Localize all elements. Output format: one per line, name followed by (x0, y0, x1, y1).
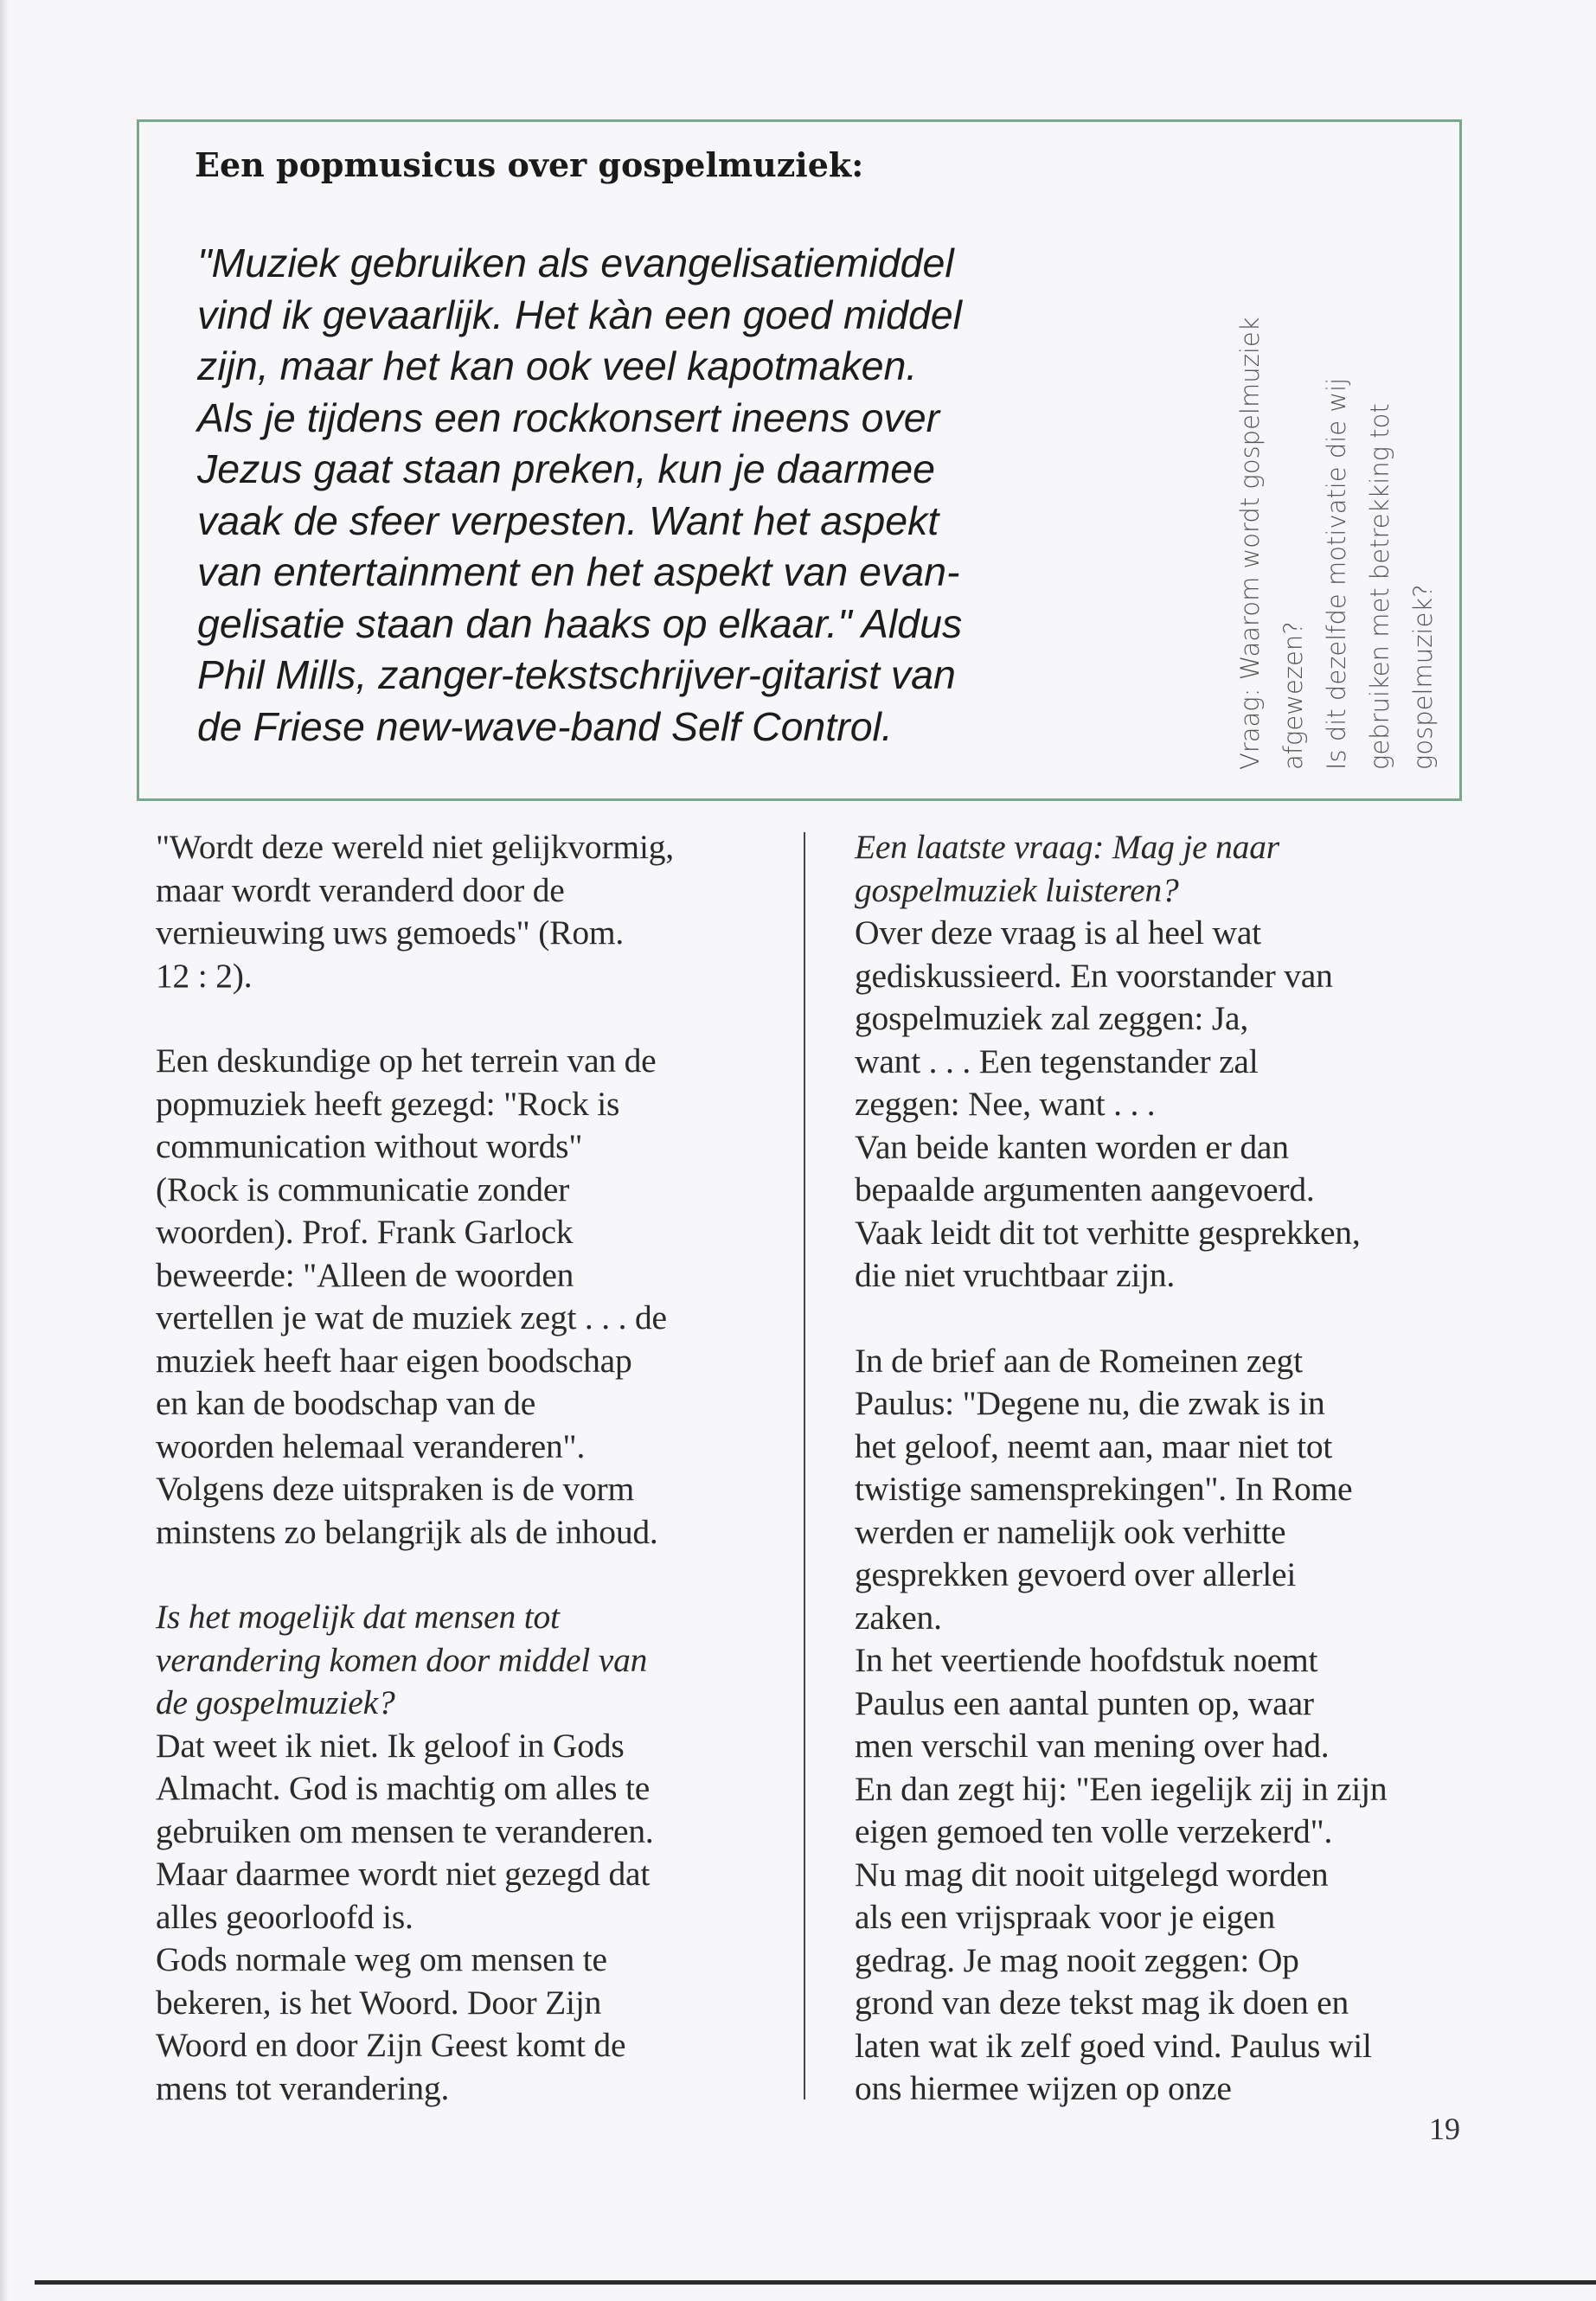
paragraph-gap (156, 1554, 787, 1596)
quote-line: vaak de sfeer verpesten. Want het aspekt (197, 497, 939, 543)
quote-line: gelisatie staan dan haaks op elkaar." Aldus (197, 600, 963, 646)
text-line: Dat weet ik niet. Ik geloof in Gods (156, 1726, 625, 1765)
text-line: laten wat ik zelf goed vind. Paulus wil (855, 2026, 1372, 2065)
text-line: muziek heeft haar eigen boodschap (156, 1341, 632, 1380)
side-note-line: afgewezen? (1279, 621, 1308, 770)
quote-line: Als je tijdens een rockkonsert ineens over (197, 394, 940, 440)
text-line: In het veertiende hoofdstuk noemt (855, 1641, 1318, 1679)
text-line: eigen gemoed ten volle verzekerd". (855, 1812, 1333, 1850)
text-line: Woord en door Zijn Geest komt de (156, 2026, 626, 2064)
quote-line: vind ik gevaarlijk. Het kàn een goed middel (197, 292, 962, 337)
text-line: vertellen je wat de muziek zegt . . . de (156, 1298, 667, 1336)
text-line: ons hiermee wijzen op onze (855, 2069, 1232, 2107)
text-line: Vaak leidt dit tot verhitte gesprekken, (855, 1213, 1361, 1252)
side-note-line: gospelmuziek? (1408, 584, 1438, 770)
text-line: Maar daarmee wordt niet gezegd dat (156, 1855, 651, 1893)
text-line: als een vrijspraak voor je eigen (855, 1898, 1276, 1936)
quote-line: Phil Mills, zanger-tekstschrijver-gitarist van (197, 652, 956, 697)
text-line: vernieuwing uws gemoeds" (Rom. (156, 913, 625, 952)
text-line: bepaalde argumenten aangevoerd. (855, 1170, 1315, 1208)
text-line: Een laatste vraag: Mag je naar (855, 828, 1279, 866)
text-line: woorden). Prof. Frank Garlock (156, 1213, 574, 1251)
text-line: communication without words" (156, 1127, 583, 1165)
text-line: popmuziek heeft gezegd: "Rock is (156, 1084, 620, 1123)
text-line: en kan de boodschap van de (156, 1384, 536, 1422)
quote-line: zijn, maar het kan ook veel kapotmaken. (197, 343, 918, 388)
text-line: Van beide kanten worden er dan (855, 1127, 1289, 1166)
text-line: gospelmuziek luisteren? (855, 870, 1179, 909)
text-line: de gospelmuziek? (156, 1683, 395, 1721)
text-line: Over deze vraag is al heel wat (855, 913, 1261, 952)
side-note-line: Vraag: Waarom wordt gospelmuziek (1235, 317, 1265, 770)
text-line: woorden helemaal veranderen". (156, 1426, 586, 1465)
text-line: werden er namelijk ook verhitte (855, 1512, 1286, 1551)
text-line: men verschil van mening over had. (855, 1727, 1330, 1765)
text-line: 12 : 2). (156, 956, 253, 995)
text-line: zeggen: Nee, want . . . (855, 1085, 1156, 1123)
text-line: beweerde: "Alleen de woorden (156, 1255, 574, 1294)
text-line: want . . . Een tegenstander zal (855, 1042, 1259, 1080)
bottom-rule (35, 2280, 1596, 2285)
text-line: Volgens deze uitspraken is de vorm (156, 1470, 635, 1508)
text-line: "Wordt deze wereld niet gelijkvormig, (156, 828, 674, 866)
pull-quote (197, 238, 1192, 753)
text-line: gedrag. Je mag nooit zeggen: Op (855, 1940, 1299, 1979)
text-line: Is het mogelijk dat mensen tot (156, 1598, 560, 1636)
page-edge (0, 0, 9, 2301)
text-line: het geloof, neemt aan, maar niet tot (855, 1426, 1333, 1465)
quote-line: van entertainment en het aspekt van evan- (197, 549, 960, 594)
text-line: Een deskundige op het terrein van de (156, 1042, 657, 1080)
text-line: Gods normale weg om mensen te (156, 1940, 607, 1978)
column-divider (804, 832, 805, 2099)
text-line: gospelmuziek zal zeggen: Ja, (855, 999, 1249, 1037)
text-line: minstens zo belangrijk als de inhoud. (156, 1512, 658, 1551)
side-note-line: gebruiken met betrekking tot (1365, 403, 1394, 770)
text-line: maar wordt veranderd door de (156, 870, 565, 909)
text-line: mens tot verandering. (156, 2068, 450, 2107)
quote-line: Jezus gaat staan preken, kun je daarmee (197, 446, 936, 491)
text-line: gesprekken gevoerd over allerlei (855, 1555, 1297, 1593)
text-line: zaken. (855, 1598, 942, 1637)
paragraph-gap (156, 997, 787, 1040)
page-number: 19 (1429, 2112, 1460, 2146)
text-line: En dan zegt hij: "Een iegelijk zij in zijn (855, 1769, 1388, 1808)
paragraph-gap (855, 1298, 1477, 1340)
text-line: twistige samensprekingen". In Rome (855, 1470, 1353, 1508)
right-column (855, 826, 1477, 2111)
text-line: gebruiken om mensen te veranderen. (156, 1811, 654, 1850)
text-line: In de brief aan de Romeinen zegt (855, 1341, 1303, 1380)
left-column (156, 826, 787, 2110)
box-title: Een popmusicus over gospelmuziek: (195, 145, 864, 184)
side-question-note (1228, 234, 1445, 770)
quote-line: "Muziek gebruiken als evangelisatiemiddel (197, 240, 954, 285)
text-line: alles geoorloofd is. (156, 1897, 413, 1936)
text-line: Nu mag dit nooit uitgelegd worden (855, 1855, 1329, 1894)
text-line: Almacht. God is machtig om alles te (156, 1769, 651, 1807)
text-line: grond van deze tekst mag ik doen en (855, 1984, 1349, 2022)
quote-line: de Friese new-wave-band Self Control. (197, 703, 893, 749)
text-line: bekeren, is het Woord. Door Zijn (156, 1983, 602, 2022)
side-note-line: Is dit dezelfde motivatie die wij (1322, 377, 1351, 770)
text-line: die niet vruchtbaar zijn. (855, 1256, 1176, 1294)
text-line: Paulus: "Degene nu, die zwak is in (855, 1384, 1325, 1422)
text-line: verandering komen door middel van (156, 1640, 648, 1679)
text-line: gediskussieerd. En voorstander van (855, 956, 1333, 995)
text-line: Paulus een aantal punten op, waar (855, 1683, 1314, 1722)
text-line: (Rock is communicatie zonder (156, 1170, 570, 1208)
